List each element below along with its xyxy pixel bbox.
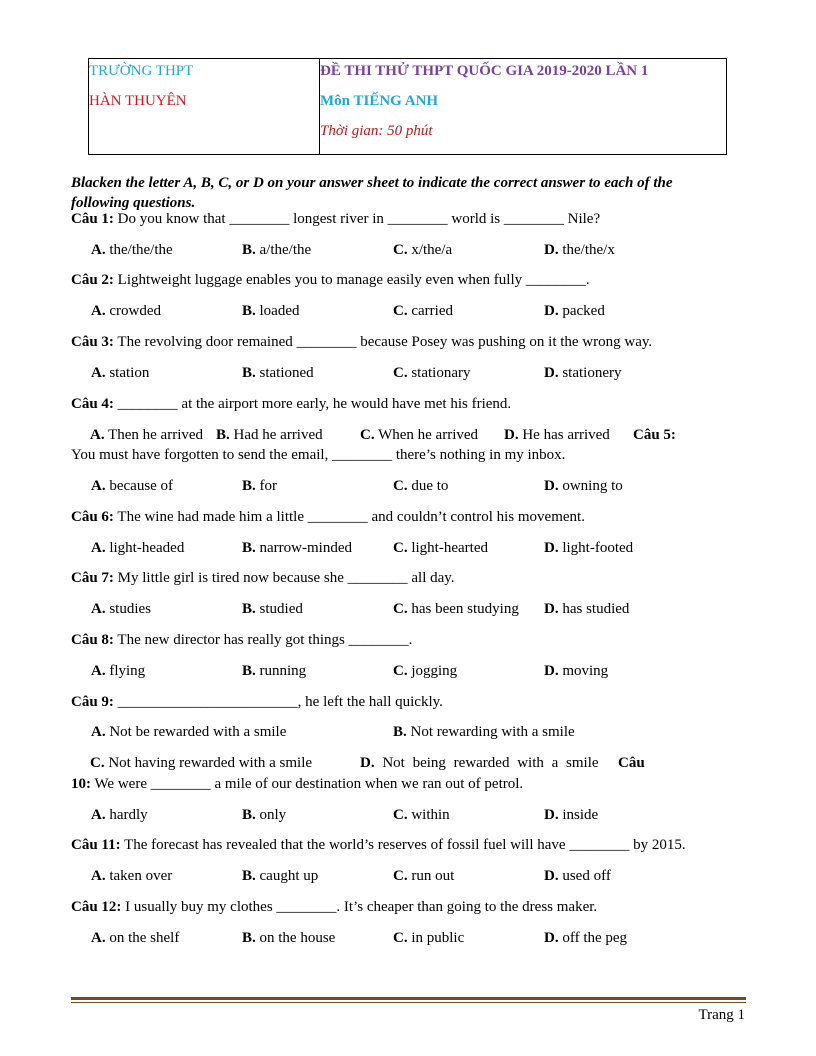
option-d: D. has studied: [544, 601, 630, 617]
question-label: Câu 11:: [71, 837, 121, 853]
question-label: Câu 7:: [71, 570, 114, 586]
question-4: [71, 396, 741, 413]
question-9: [71, 694, 741, 711]
question-10-options: [91, 807, 731, 827]
question-9-options-row1: [91, 724, 731, 744]
question-10: [71, 776, 741, 793]
question-label: 10:: [71, 776, 91, 792]
option-d: D. Not being rewarded with a smile: [360, 755, 599, 771]
option-d: D. inside: [544, 807, 599, 823]
question-5-options: [91, 478, 731, 498]
option-b: B. studied: [242, 601, 303, 617]
question-text: I usually buy my clothes ________. It’s cheaper than going to the dress maker.: [121, 899, 598, 915]
option-b: B. only: [242, 807, 287, 823]
option-b: B. stationed: [242, 365, 314, 381]
school-name-line2: HÀN THUYÊN: [89, 93, 187, 109]
question-2: [71, 272, 741, 289]
option-c: C. in public: [393, 930, 465, 946]
question-12-options: [91, 930, 731, 950]
question-text: The new director has really got things ________.: [113, 632, 413, 648]
option-c: C. has been studying: [393, 601, 519, 617]
question-8-options: [91, 663, 731, 683]
question-text: ________ at the airport more early, he would have met his friend.: [113, 396, 512, 412]
option-b: B. for: [242, 478, 278, 494]
page-number: Trang 1: [698, 1007, 745, 1023]
option-a: A. light-headed: [91, 540, 185, 556]
option-a: A. Not be rewarded with a smile: [91, 724, 287, 740]
option-c: C. within: [393, 807, 450, 823]
exam-subject: Môn TIẾNG ANH: [320, 93, 439, 109]
question-1-options: [91, 242, 731, 262]
question-5-label: Câu 5:: [633, 427, 676, 443]
question-text: ________________________, he left the hall quickly.: [113, 694, 443, 710]
question-1: [71, 211, 741, 228]
option-c: C. light-hearted: [393, 540, 488, 556]
option-d: D. used off: [544, 868, 611, 884]
instruction-text: Blacken the letter A, B, C, or D on your answer sheet to indicate the correct answer to each of the following questions.: [71, 175, 673, 211]
option-c: C. run out: [393, 868, 455, 884]
question-text: We were ________ a mile of our destination when we ran out of petrol.: [91, 776, 524, 792]
question-6: [71, 509, 741, 526]
option-c: C. stationary: [393, 365, 471, 381]
option-d: D. off the peg: [544, 930, 628, 946]
option-d: D. moving: [544, 663, 609, 679]
question-3-options: [91, 365, 731, 385]
school-name-line1: TRƯỜNG THPT: [89, 63, 194, 79]
question-10-label-part1: Câu: [618, 755, 645, 771]
question-4-options: [90, 427, 690, 447]
question-label: Câu 8:: [71, 632, 114, 648]
question-text: Do you know that ________ longest river in ________ world is ________ Nile?: [113, 211, 601, 227]
question-label: Câu 2:: [71, 272, 114, 288]
option-d: D. stationery: [544, 365, 622, 381]
question-label: Câu 12:: [71, 899, 122, 915]
option-d: D. packed: [544, 303, 605, 319]
question-label: Câu 4:: [71, 396, 114, 412]
question-label: Câu 1:: [71, 211, 114, 227]
option-c: C. When he arrived: [360, 427, 479, 443]
option-a: A. Then he arrived: [90, 427, 204, 443]
option-d: D. the/the/x: [544, 242, 615, 258]
option-b: B. caught up: [242, 868, 319, 884]
question-text: You must have forgotten to send the email, ________ there’s nothing in my inbox.: [71, 447, 566, 463]
option-a: A. flying: [91, 663, 146, 679]
option-a: A. station: [91, 365, 150, 381]
question-text: The wine had made him a little ________ and couldn’t control his movement.: [113, 509, 585, 525]
option-a: A. the/the/the: [91, 242, 173, 258]
option-c: C. carried: [393, 303, 453, 319]
exam-title: ĐỀ THI THỬ THPT QUỐC GIA 2019-2020 LẦN 1: [320, 63, 649, 79]
option-b: B. Had he arrived: [216, 427, 323, 443]
option-b: B. running: [242, 663, 307, 679]
option-b: B. on the house: [242, 930, 336, 946]
question-6-options: [91, 540, 731, 560]
option-a: A. hardly: [91, 807, 148, 823]
exam-time: Thời gian: 50 phút: [320, 123, 433, 139]
option-b: B. Not rewarding with a smile: [393, 724, 575, 740]
option-b: B. narrow-minded: [242, 540, 352, 556]
question-text: Lightweight luggage enables you to manage easily even when fully ________.: [113, 272, 590, 288]
question-text: The revolving door remained ________ because Posey was pushing on it the wrong way.: [113, 334, 653, 350]
option-c: C. due to: [393, 478, 449, 494]
question-12: [71, 899, 741, 916]
question-7-options: [91, 601, 731, 621]
question-3: [71, 334, 741, 351]
question-label: Câu 6:: [71, 509, 114, 525]
question-11: [71, 837, 741, 854]
footer-divider: [71, 997, 746, 1003]
question-8: [71, 632, 741, 649]
option-c: C. jogging: [393, 663, 458, 679]
option-a: A. studies: [91, 601, 152, 617]
question-label: Câu 3:: [71, 334, 114, 350]
question-label: Câu 9:: [71, 694, 114, 710]
option-a: A. because of: [91, 478, 174, 494]
option-c: C. x/the/a: [393, 242, 453, 258]
question-5: [71, 447, 741, 464]
question-text: The forecast has revealed that the world’s reserves of fossil fuel will have ________ by 2015.: [120, 837, 686, 853]
question-2-options: [91, 303, 731, 323]
question-11-options: [91, 868, 731, 888]
option-d: D. owning to: [544, 478, 623, 494]
option-d: D. light-footed: [544, 540, 634, 556]
option-a: A. crowded: [91, 303, 161, 319]
option-b: B. a/the/the: [242, 242, 312, 258]
option-a: A. on the shelf: [91, 930, 180, 946]
question-text: My little girl is tired now because she ________ all day.: [113, 570, 455, 586]
option-b: B. loaded: [242, 303, 300, 319]
question-9-options-row2: [90, 755, 690, 775]
option-d: D. He has arrived: [504, 427, 610, 443]
option-a: A. taken over: [91, 868, 173, 884]
option-c: C. Not having rewarded with a smile: [90, 755, 313, 771]
exam-header-table: [88, 58, 727, 155]
question-7: [71, 570, 741, 587]
